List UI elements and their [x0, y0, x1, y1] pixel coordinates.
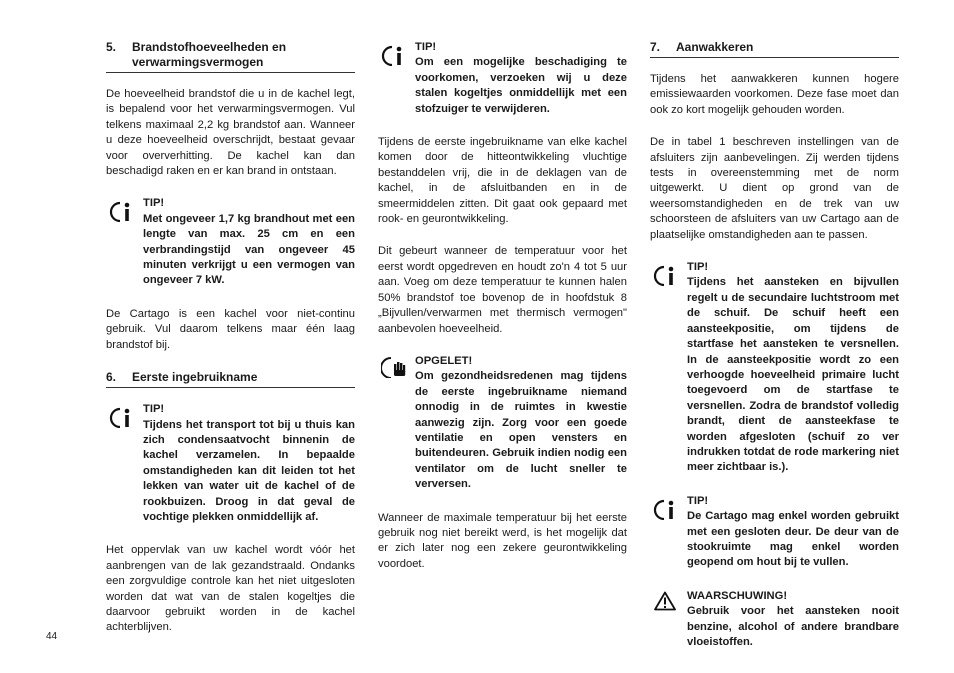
section-title: Aanwakkeren — [676, 40, 754, 54]
tip-label: TIP! — [687, 261, 709, 274]
section-6-heading — [106, 370, 355, 388]
info-icon — [109, 200, 139, 222]
info-icon — [653, 264, 683, 286]
paragraph: Dit gebeurt wanneer de temperatuur voor het eerst wordt opgedreven en houdt zo'n 4 tot 5 uur aan. Voeg om deze temperatuur te kunnen halen 50% brandstof toe bovenop de in hoofdstuk 8 „Bijvullen/verwarmen met thermisch vermogen" aanbevolen hoeveelheid. — [378, 245, 627, 335]
warning-text: Gebruik voor het aansteken nooit benzine, alcohol of andere brandbare vloeistoffen. — [687, 605, 899, 648]
info-icon — [381, 44, 411, 66]
paragraph: Wanneer de maximale temperatuur bij het eerste gebruik nog niet bereikt werd, is het mogelijk dat er zich later nog een zekere geurontwikkeling voordoet. — [378, 511, 627, 570]
info-icon — [109, 406, 139, 428]
tip-text: Om een mogelijke beschadiging te voorkomen, verzoeken wij u deze stalen kogeltjes onmiddellijk met een stofzuiger te verwijderen. — [415, 56, 627, 115]
warning-triangle-icon — [654, 591, 676, 611]
paragraph: Het oppervlak van uw kachel wordt vóór het aanbrengen van de lak gezandstraald. Ondanks een zorgvuldige controle kan het niet uitgesloten worden dat wat van de stalen kogeltjes die daarvoor gebruikt worden in de kachel achterblijven. — [106, 544, 355, 634]
info-icon — [653, 498, 683, 520]
tip-box — [106, 402, 355, 525]
tip-label: TIP! — [143, 403, 165, 416]
caution-text: Om gezondheidsredenen mag tijdens de eerste ingebruikname niemand onnodig in de ruimtes in kwestie aanwezig zijn. Zorg voor een goede ventilatie en open vensters en buitendeuren. Gebruik indien nodig een ventilator om de lucht sneller te verversen. — [415, 370, 627, 491]
warning-box — [650, 589, 899, 651]
warning-label: WAARSCHUWING! — [687, 589, 788, 602]
caution-box — [378, 354, 627, 493]
caution-label: OPGELET! — [415, 354, 473, 367]
column-middle — [378, 40, 627, 589]
tip-label: TIP! — [143, 197, 165, 210]
caution-hand-icon — [381, 356, 407, 378]
section-5-heading — [106, 40, 355, 73]
column-left — [106, 40, 355, 653]
section-7-heading — [650, 40, 899, 58]
tip-text: Met ongeveer 1,7 kg brandhout met een lengte van max. 25 cm en een verbrandingstijd van ongeveer 45 minuten verkrijgt u een vermogen van ongeveer 7 kW. — [143, 212, 355, 287]
tip-box — [650, 260, 899, 476]
tip-text: De Cartago mag enkel worden gebruikt met een gesloten deur. De deur van de stookruimte mag enkel worden geopend om hout bij te vullen. — [687, 510, 899, 569]
section-number: 6. — [106, 370, 117, 385]
paragraph: De in tabel 1 beschreven instellingen van de afsluiters zijn aanbevelingen. Zij werden tijdens tests in overeenstemming met de norm uitgewerkt. U dient op grond van de weersomstandigheden en de trek van uw schoorsteen de afsluiters van uw Cartago aan de plaatselijke omstandigheden aan te passen. — [650, 136, 899, 241]
column-right — [650, 40, 899, 668]
section-title: Brandstofhoeveelheden en verwarmingsvermogen — [132, 40, 287, 69]
section-number: 5. — [106, 40, 117, 54]
tip-text: Tijdens het aansteken en bijvullen regelt u de secundaire luchtstroom met de schuif. De schuif heeft een aansteekpositie, om tijdens de startfase het aansteken te versnellen. In de aansteekpositie wordt zo een verhoogde hoeveelheid primaire lucht toegevoerd om de startfase te versnellen. Zodra de brandstof volledig brandt, dient de aansteekfase te worden afgesloten (schuif zo ver indrukken totdat de rode markering niet meer zichtbaar is.). — [687, 276, 899, 474]
tip-label: TIP! — [687, 494, 709, 507]
paragraph: De Cartago is een kachel voor niet-continu gebruik. Vul daarom telkens maar één laag brandstof bij. — [106, 307, 355, 351]
paragraph: Tijdens het aanwakkeren kunnen hogere emissiewaarden voorkomen. Deze fase moet dan ook zo kort mogelijk gehouden worden. — [650, 73, 899, 116]
paragraph: Tijdens de eerste ingebruikname van elke kachel komen door de hitteontwikkeling vluchtige bestanddelen vrij, die in de deklagen van de kachel, in de afsluitbanden en in de smeermiddelen zitten. Dit gaat ook gepaard met rook- en geurontwikkeling. — [378, 136, 627, 226]
tip-box — [106, 196, 355, 288]
section-number: 7. — [650, 40, 661, 54]
tip-box — [650, 494, 899, 571]
page-number: 44 — [46, 631, 58, 642]
tip-text: Tijdens het transport tot bij u thuis kan zich condensaatvocht binnenin de kachel verzamelen. In bepaalde omstandigheden kan dit leiden tot het lekken van water uit de kachel of de rookbuizen. Droog in dat geval de vochtige plekken onmiddellijk af. — [143, 418, 355, 523]
tip-label: TIP! — [415, 41, 437, 53]
tip-box — [378, 40, 627, 117]
section-title: Eerste ingebruikname — [132, 370, 258, 385]
paragraph: De hoeveelheid brandstof die u in de kachel legt, is bepalend voor het verwarmingsvermogen. Vul telkens maximaal 2,2 kg brandstof aan. Wanneer u deze hoeveelheid overschrijdt, bestaat gevaar voor oververhitting. De kachel kan dan beschadigd raken en er kan brand in ontstaan. — [106, 88, 355, 178]
